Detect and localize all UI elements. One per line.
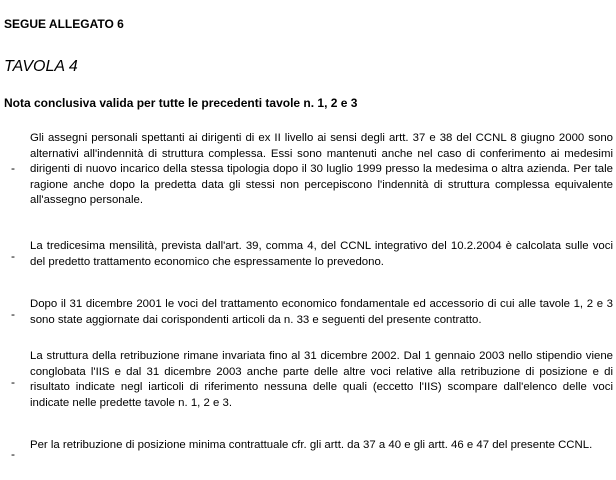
attachment-header: SEGUE ALLEGATO 6 (4, 17, 124, 31)
note-text: Gli assegni personali spettanti ai dirigenti di ex II livello ai sensi degli artt. 37 e 38 del CCNL 8 giugno 2000 sono alternativi all'indennità di struttura complessa. Essi sono mantenuti anche nel caso di conferimento ai medesimi dirigenti di nuovo incarico della stessa tipologia dopo il 30 luglio 1999 presso la medesima o altra azienda. Per tale ragione anche dopo la predetta data gli stessi non percepiscono l'indennità di struttura complessa equivalente all'assegno personale. (30, 132, 613, 206)
note-text: La struttura della retribuzione rimane invariata fino al 31 dicembre 2002. Dal 1 gennaio 2003 nello stipendio viene conglobata l'IIS e dal 31 dicembre 2003 anche parte delle altre voci relative alla retribuzione di posizione e di risultato indicate negl iarticoli di riferimento nessuna delle quali (eccetto l'IIS) scompare dall'elenco delle voci indicate nelle predette tavole n. 1, 2 e 3. (30, 350, 613, 409)
bullet-dash: - (11, 447, 15, 461)
note-text: Per la retribuzione di posizione minima contrattuale cfr. gli artt. da 37 a 40 e gli artt. 46 e 47 del presente CCNL. (30, 439, 593, 451)
table-title: TAVOLA 4 (4, 58, 78, 75)
note-subtitle: Nota conclusiva valida per tutte le precedenti tavole n. 1, 2 e 3 (4, 96, 358, 110)
bullet-dash: - (11, 375, 15, 389)
note-text: La tredicesima mensilità, prevista dall'art. 39, comma 4, del CCNL integrativo del 10.2.2004 è calcolata sulle voci del predetto trattamento economico che espressamente lo prevedono. (30, 240, 613, 268)
bullet-dash: - (11, 161, 15, 175)
bullet-dash: - (11, 307, 15, 321)
note-text: Dopo il 31 dicembre 2001 le voci del trattamento economico fondamentale ed accessorio di cui alle tavole 1, 2 e 3 sono state aggiornate dai corispondenti articoli da n. 33 e seguenti del presente contratto. (30, 298, 613, 326)
bullet-dash: - (11, 249, 15, 263)
